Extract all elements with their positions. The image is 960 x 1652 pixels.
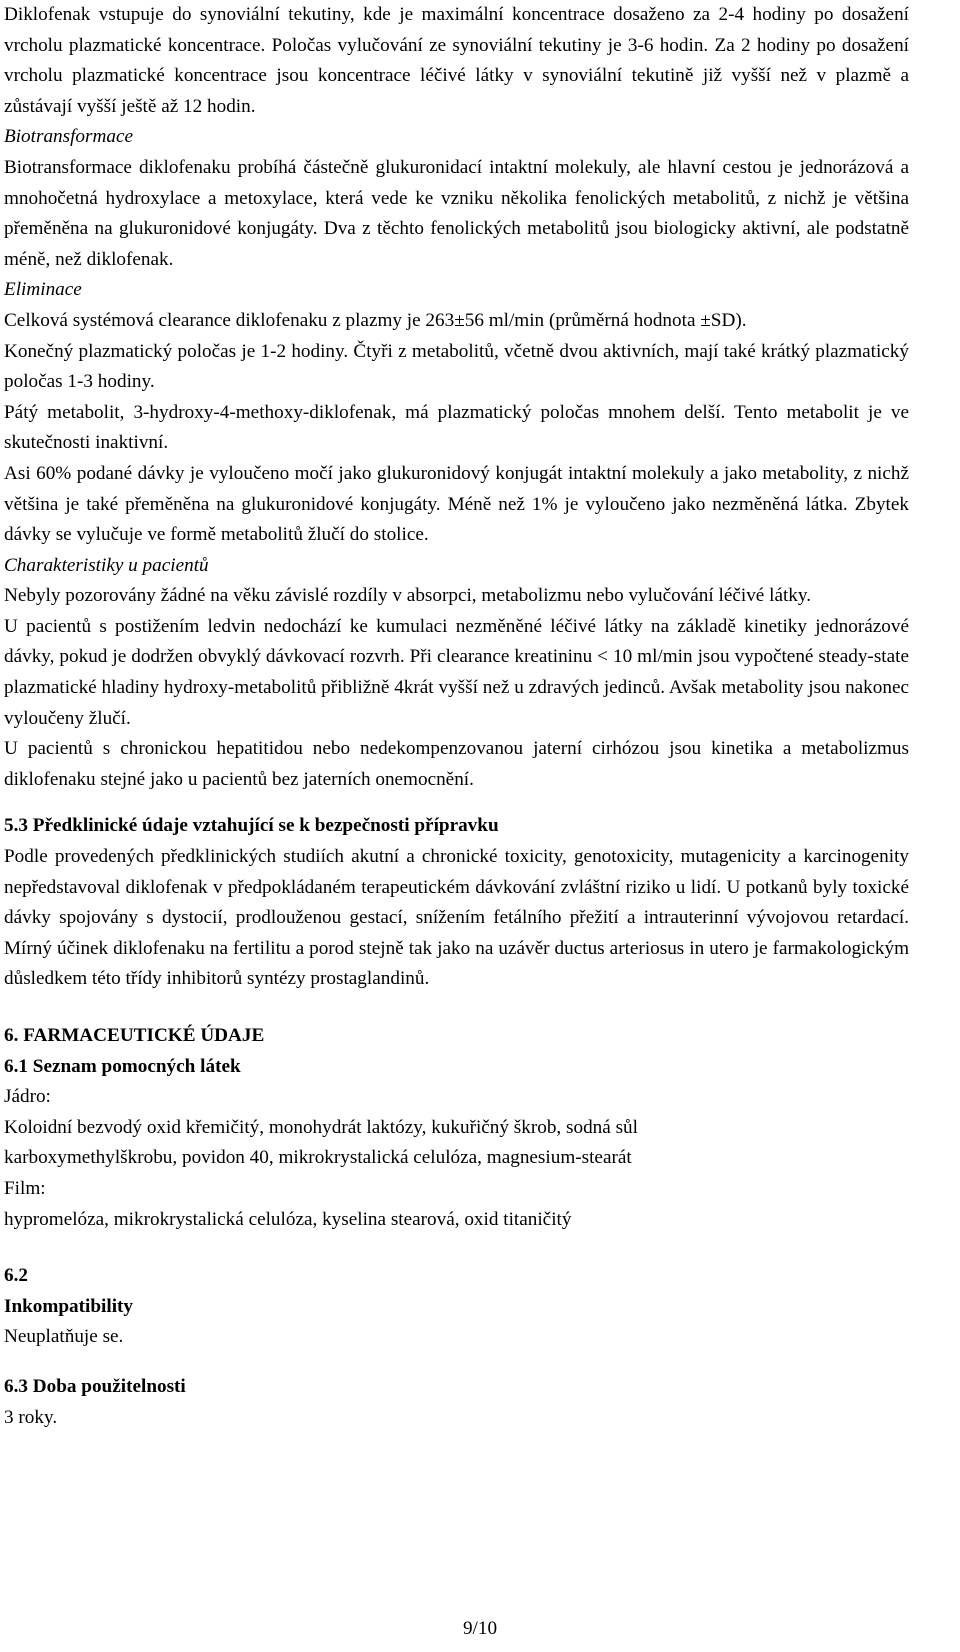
section-6-3-heading: 6.3 Doba použitelnosti <box>4 1375 186 1397</box>
section-6-2-text: Neuplatňuje se. <box>4 1326 124 1348</box>
section-6-1-heading: 6.1 Seznam pomocných látek <box>4 1055 241 1077</box>
section-6-3-text: 3 roky. <box>4 1406 58 1428</box>
section-6-2-number: 6.2 <box>4 1265 28 1287</box>
document-page <box>4 0 909 1433</box>
section-6-2-title: Inkompatibility <box>4 1295 134 1317</box>
page-number: 9/10 <box>462 1618 498 1639</box>
section-6-heading: 6. FARMACEUTICKÉ ÚDAJE <box>4 1025 265 1046</box>
fifth-metabolite-paragraph: Pátý metabolit, 3-hydroxy-4-methoxy-diklofenak, má plazmatický poločas mnohem delší. Tento metabolit je ve skutečnosti inaktivní. <box>4 401 909 454</box>
film-label: Film: <box>4 1177 46 1199</box>
film-text: hypromelóza, mikrokrystalická celulóza, kyselina stearová, oxid titaničitý <box>4 1208 572 1230</box>
excretion-paragraph: Asi 60% podané dávky je vyloučeno močí jako glukuronidový konjugát intaktní molekuly a jako metabolity, z nichž většina je také přeměněna na glukuronidové konjugáty. Méně než 1% je vyloučeno jako nezměněná látka. Zbytek dávky se vylučuje ve formě metabolitů žlučí do stolice. <box>4 462 909 546</box>
section-5-3-text: Podle provedených předklinických studiích akutní a chronické toxicity, genotoxicity, mutagenicity a karcinogenity nepředstavoval diklofenak v předpokládaném terapeutickém dávkování zvláštní riziko u lidí. U potkanů byly toxické dávky spojovány s dystocií, prodlouženou gestací, snížením fetálního přežití a intrauterinní vývojovou retardací. Mírný účinek diklofenaku na fertilitu a porod stejně tak jako na uzávěr ductus arteriosus in utero je farmakologickým důsledkem této třídy inhibitorů syntézy prostaglandinů. <box>4 846 909 990</box>
jadro-label: Jádro: <box>4 1086 51 1108</box>
synovial-paragraph: Diklofenak vstupuje do synoviální tekutiny, kde je maximální koncentrace dosaženo za 2-4 hodiny po dosažení vrcholu plazmatické koncentrace. Poločas vylučování ze synoviální tekutiny je 3-6 hodin. Za 2 hodiny po dosažení vrcholu plazmatické koncentrace jsou koncentrace léčivé látky v synoviální tekutině již vyšší než v plazmě a zůstávají vyšší ještě až 12 hodin. <box>4 4 909 117</box>
age-paragraph: Nebyly pozorovány žádné na věku závislé rozdíly v absorpci, metabolizmu nebo vylučování léčivé látky. <box>4 585 812 607</box>
subheading-biotransformace: Biotransformace <box>4 126 133 148</box>
jadro-line-2: karboxymethylškrobu, povidon 40, mikrokrystalická celulóza, magnesium-stearát <box>4 1147 632 1169</box>
hepatic-paragraph: U pacientů s chronickou hepatitidou nebo nedekompenzovanou jaterní cirhózou jsou kinetika a metabolizmus diklofenaku stejné jako u pacientů bez jaterních onemocnění. <box>4 738 909 790</box>
jadro-line-1: Koloidní bezvodý oxid křemičitý, monohydrát laktózy, kukuřičný škrob, sodná sůl <box>4 1116 638 1138</box>
half-life-paragraph: Konečný plazmatický poločas je 1-2 hodiny. Čtyři z metabolitů, včetně dvou aktivních, mají také krátký plazmatický poločas 1-3 hodiny. <box>4 340 909 393</box>
section-5-3-heading: 5.3 Předklinické údaje vztahující se k bezpečnosti přípravku <box>4 815 499 837</box>
renal-paragraph: U pacientů s postižením ledvin nedochází ke kumulaci nezměněné léčivé látky na základě kinetiky jednorázové dávky, pokud je dodržen obvyklý dávkovací rozvrh. Při clearance kreatininu < 10 ml/min jsou vypočtené steady-state plazmatické hladiny hydroxy-metabolitů přibližně 4krát vyšší než u zdravých jedinců. Avšak metabolity jsou nakonec vyloučeny žlučí. <box>4 615 909 729</box>
biotransformation-paragraph: Biotransformace diklofenaku probíhá částečně glukuronidací intaktní molekuly, ale hlavní cestou je jednorázová a mnohočetná hydroxylace a metoxylace, která vede ke vzniku několika fenolických metabolitů, z nichž je většina přeměněna na glukuronidové konjugáty. Dva z těchto fenolických metabolitů jsou biologicky aktivní, ale podstatně méně, než diklofenak. <box>4 156 909 270</box>
subheading-eliminace: Eliminace <box>4 279 82 301</box>
clearance-paragraph: Celková systémová clearance diklofenaku z plazmy je 263±56 ml/min (průměrná hodnota ±SD). <box>4 309 747 331</box>
subheading-charakteristiky: Charakteristiky u pacientů <box>4 554 209 576</box>
